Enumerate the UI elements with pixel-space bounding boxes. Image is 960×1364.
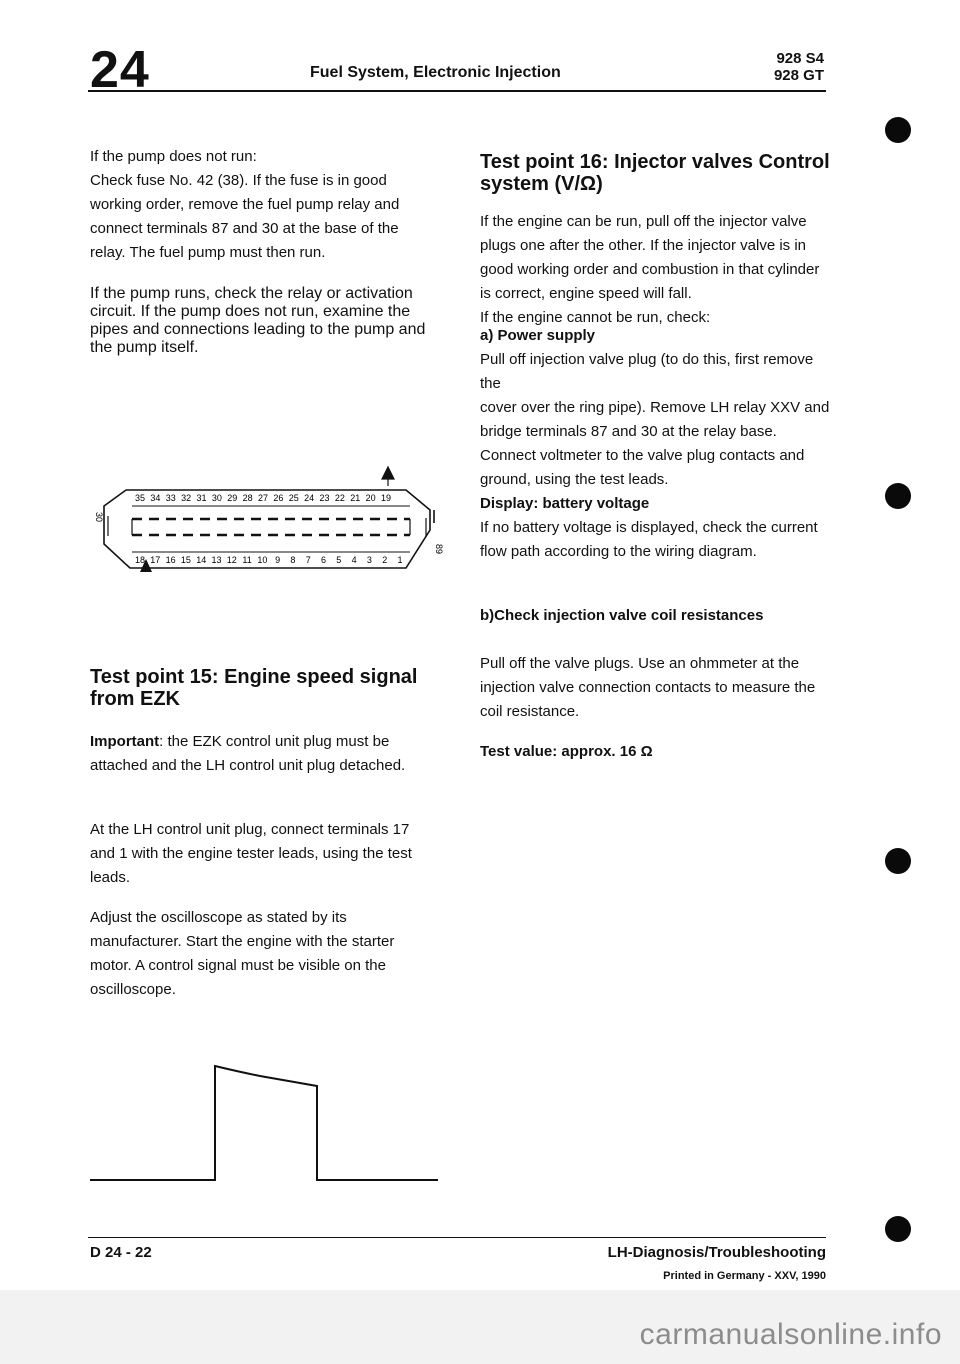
model-designation [774,50,824,84]
bottom-pin-3: 3 [366,555,372,565]
top-pin-35: 35 [134,493,146,503]
oscilloscope-signal-waveform [90,1050,440,1190]
model-line-2: 928 GT [773,67,824,84]
test-point-15-oscilloscope-text: Adjust the oscilloscope as stated by its manufacturer. Start the engine with the starter motor. A control signal must be visible on the oscilloscope. [90,909,395,998]
power-supply-heading: a) Power supply [480,327,596,344]
top-pin-25: 25 [288,493,299,503]
section-title: Fuel System, Electronic Injection [310,64,561,81]
coil-resistance-heading: b)Check injection valve coil resistances [480,607,764,624]
page-number: D 24 - 22 [90,1244,152,1261]
top-pin-30: 30 [211,493,222,503]
signal-pulse-trace [90,1066,438,1180]
test-point-16-intro: If the engine can be run, pull off the injector valve plugs one after the other. If the injector valve is in good working order and combustion in that cylinder is correct, engine speed will fall. [480,213,820,302]
top-pin-19: 19 [380,493,392,503]
fuel-pump-check-paragraph [90,145,435,265]
test-value: Test value: approx. 16 Ω [480,743,653,760]
top-pin-32: 32 [181,493,192,503]
footer-title: LH-Diagnosis/Troubleshooting [607,1244,826,1261]
top-pin-24: 24 [304,493,315,503]
test-point-15-connect-text: At the LH control unit plug, connect terminals 17 and 1 with the engine tester leads, using the test leads. [90,821,412,886]
pin-19-marker-arrow [382,467,394,486]
bottom-pin-7: 7 [305,555,311,565]
bottom-pin-4: 4 [351,555,357,565]
punch-hole [885,848,911,874]
test-point-15-heading: Test point 15: Engine speed signal from EZK [90,666,418,710]
pump-runs-paragraph: If the pump runs, check the relay or activation circuit. If the pump does not run, examine the pipes and connections leading to the pump and the pump itself. [90,285,426,356]
bottom-pin-11: 11 [242,555,252,565]
pump-not-run-intro: If the pump does not run: [90,148,257,165]
top-pin-28: 28 [242,493,253,503]
power-supply-step-1: Pull off injection valve plug (to do this, first remove the [480,351,814,392]
punch-hole [885,117,911,143]
engine-cannot-run-text: If the engine cannot be run, check: [480,309,711,326]
bottom-pin-17: 17 [150,555,161,565]
bottom-pin-12: 12 [226,555,237,565]
top-pin-labels [135,493,391,503]
fuse-check-text: Check fuse No. 42 (38). If the fuse is in good working order, remove the fuel pump relay and connect terminals 87 and 30 at the base of the relay. The fuel pump must then run. [90,172,400,261]
top-pin-33: 33 [165,493,176,503]
bottom-pin-1: 1 [397,555,403,565]
top-pin-31: 31 [196,493,207,503]
chapter-number: 24 [90,41,150,99]
important-label: Important [90,733,160,750]
top-pin-21: 21 [350,493,361,503]
important-text: : the EZK control unit plug must be attached and the LH control unit plug detached. [90,733,406,774]
pin-row-end-bars [132,519,410,535]
no-voltage-text: If no battery voltage is displayed, check the current flow path according to the wiring diagram. [480,519,818,560]
top-pin-20: 20 [365,493,376,503]
punch-hole [885,1216,911,1242]
bottom-pin-14: 14 [196,555,207,565]
bottom-pin-16: 16 [165,555,176,565]
connector-right-label: 89 [434,544,444,555]
bottom-pin-10: 10 [257,555,268,565]
bottom-pin-5: 5 [336,555,342,565]
top-pin-23: 23 [319,493,330,503]
top-pin-26: 26 [273,493,284,503]
display-battery-voltage: Display: battery voltage [480,495,650,512]
model-line-1: 928 S4 [776,50,824,67]
test-point-16-heading: Test point 16: Injector valves Control system (V/Ω) [480,151,830,195]
connector-left-label: 30 [94,512,104,523]
test-point-15-important [90,730,435,778]
bottom-pin-8: 8 [290,555,296,565]
control-unit-connector-diagram [90,448,444,574]
top-pin-27: 27 [257,493,269,503]
bottom-pin-13: 13 [211,555,222,565]
header-rule [88,90,826,92]
footer-rule [88,1237,826,1238]
bottom-pin-18: 18 [134,555,146,565]
punch-hole [885,483,911,509]
top-pin-29: 29 [227,493,238,503]
bottom-pin-2: 2 [382,555,388,565]
bottom-pin-9: 9 [275,555,281,565]
site-watermark[interactable]: carmanualsonline.info [639,1318,942,1351]
bottom-pin-labels [135,555,403,565]
top-pin-22: 22 [334,493,345,503]
printed-note: Printed in Germany - XXV, 1990 [663,1270,826,1282]
top-pin-34: 34 [150,493,161,503]
bottom-pin-6: 6 [320,555,327,565]
power-supply-step-2: cover over the ring pipe). Remove LH relay XXV and bridge terminals 87 and 30 at the relay base. Connect voltmeter to the valve plug contacts and ground, using the test leads. [480,399,830,488]
bottom-pin-15: 15 [180,555,191,565]
coil-resistance-text: Pull off the valve plugs. Use an ohmmeter at the injection valve connection contacts to measure the coil resistance. [480,655,816,720]
